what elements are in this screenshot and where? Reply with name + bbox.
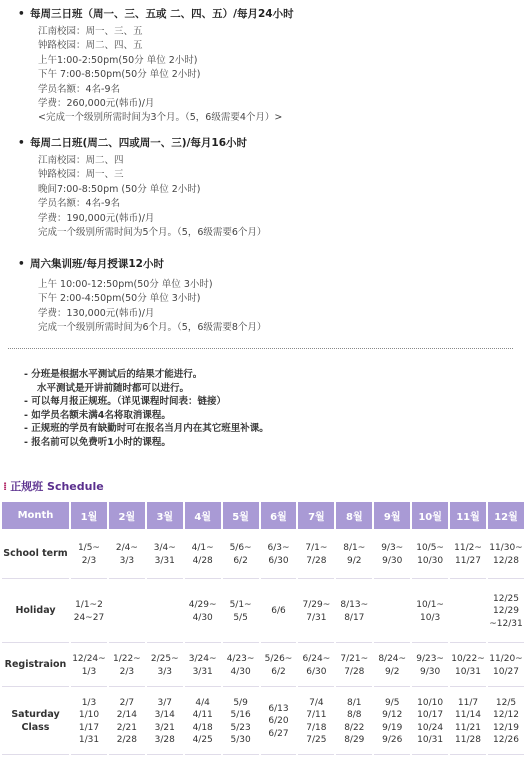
schedule-cell: 5/6~ 6/2 [223, 531, 259, 579]
schedule-cell: 11/7 11/14 11/21 11/28 [450, 689, 486, 755]
row-label: School term [2, 531, 69, 579]
schedule-cell: 6/6 [261, 581, 297, 643]
bullet-icon: • [18, 258, 25, 270]
schedule-cell: 1/1~2 24~27 [71, 581, 107, 643]
detail-line: 完成一个级别所需时间为5个月。（5，6级需要6个月） [38, 226, 267, 238]
schedule-cell: 10/22~ 10/31 [450, 645, 486, 687]
detail-line: 上午 10:00-12:50pm(50分 单位 3小时) [38, 279, 213, 290]
schedule-cell: 6/24~ 6/30 [298, 645, 334, 687]
header-cell-month: 9월 [374, 502, 410, 529]
row-label: Holiday [2, 581, 69, 643]
schedule-cell: 7/1~ 7/28 [298, 531, 334, 579]
course-details [38, 25, 518, 126]
detail-line: 晚间7:00-8:50pm (50分 单位 2小时) [38, 183, 201, 195]
schedule-cell: 4/23~ 4/30 [223, 645, 259, 687]
note-line: - 如学员名额未满4名将取消课程。 [24, 409, 171, 421]
schedule-cell: 1/3 1/10 1/17 1/31 [71, 689, 107, 755]
schedule-cell: 5/9 5/16 5/23 5/30 [223, 689, 259, 755]
schedule-cell: 5/1~ 5/5 [223, 581, 259, 643]
header-cell-month: Month [2, 502, 69, 529]
detail-line: 学费：260,000元(韩币)/月 [38, 97, 155, 109]
header-cell-month: 12월 [488, 502, 524, 529]
detail-line: 钟路校园：周二、四、五 [38, 40, 143, 52]
title-marker-icon: ⁞ [3, 480, 8, 493]
course-title [18, 6, 518, 22]
schedule-cell: 9/23~ 9/30 [412, 645, 448, 687]
schedule-cell: 2/7 2/14 2/21 2/28 [109, 689, 145, 755]
schedule-cell: 4/1~ 4/28 [185, 531, 221, 579]
detail-line: 下午 7:00-8:50pm(50分 单位 2小时) [38, 69, 201, 81]
course-details [38, 278, 518, 336]
schedule-cell: 1/5~ 2/3 [71, 531, 107, 579]
schedule-cell: 8/13~ 8/17 [336, 581, 372, 643]
row-label: Registraion [2, 645, 69, 687]
schedule-cell: 8/1~ 9/2 [336, 531, 372, 579]
detail-line: 学员名额：4名-9名 [38, 83, 121, 95]
header-cell-month: 2월 [109, 502, 145, 529]
detail-line: 下午 2:00-4:50pm(50分 单位 3小时) [38, 293, 201, 305]
note-line: - 可以每月报正规班。（详见课程时间表：链接） [24, 396, 227, 407]
schedule-cell: 1/22~ 2/3 [109, 645, 145, 687]
schedule-cell: 7/21~ 7/28 [336, 645, 372, 687]
schedule-cell: 11/30~ 12/28 [488, 531, 524, 579]
schedule-cell: 4/29~ 4/30 [185, 581, 221, 643]
course-title [18, 135, 518, 151]
course-two-day [18, 135, 518, 240]
schedule-cell: 11/2~ 11/27 [450, 531, 486, 579]
detail-line: 学员名额：4名-9名 [38, 198, 121, 210]
schedule-cell: 12/24~ 1/3 [71, 645, 107, 687]
detail-line: 钟路校园：周一、三 [38, 169, 124, 181]
schedule-cell [147, 581, 183, 643]
schedule-cell: 12/25 12/29 ~12/31 [488, 581, 524, 643]
header-cell-month: 3월 [147, 502, 183, 529]
schedule-cell: 6/3~ 6/30 [261, 531, 297, 579]
detail-line: 江南校园：周二、四 [38, 155, 124, 166]
schedule-cell [374, 581, 410, 643]
header-cell-month: 8월 [336, 502, 372, 529]
schedule-cell: 5/26~ 6/2 [261, 645, 297, 687]
schedule-table [0, 500, 526, 757]
detail-line: 完成一个级别所需时间为6个月。（5，6级需要8个月） [38, 322, 267, 334]
notes-list [24, 368, 269, 449]
schedule-cell: 9/5 9/12 9/19 9/26 [374, 689, 410, 755]
note-line: 水平测试是开讲前随时都可以进行。 [37, 382, 190, 394]
dotted-divider [8, 348, 513, 349]
schedule-cell: 4/4 4/11 4/18 4/25 [185, 689, 221, 755]
schedule-cell: 12/5 12/12 12/19 12/26 [488, 689, 524, 755]
schedule-cell: 9/3~ 9/30 [374, 531, 410, 579]
course-title-text: 周六集训班/每月授课12小时 [30, 258, 164, 270]
course-title-text: 每周二日班(周二、四或周一、三)/每月16小时 [30, 137, 248, 149]
header-cell-month: 1월 [71, 502, 107, 529]
table-row [2, 645, 524, 687]
schedule-cell: 3/7 3/14 3/21 3/28 [147, 689, 183, 755]
row-label: Saturday Class [2, 689, 69, 755]
course-saturday [18, 256, 518, 336]
schedule-cell: 2/4~ 3/3 [109, 531, 145, 579]
header-cell-month: 5월 [223, 502, 259, 529]
header-cell-month: 6월 [261, 502, 297, 529]
course-title-text: 每周三日班（周一、三、五或 二、四、五）/每月24小时 [30, 8, 294, 20]
table-row [2, 531, 524, 579]
schedule-cell: 3/4~ 3/31 [147, 531, 183, 579]
detail-line: 学费：130,000元(韩币)/月 [38, 307, 155, 319]
table-row [2, 581, 524, 643]
schedule-cell [109, 581, 145, 643]
header-cell-month: 4월 [185, 502, 221, 529]
detail-line: <完成一个级别所需时间为3个月。（5，6级需要4个月）> [38, 112, 283, 124]
note-line: - 报名前可以免费听1小时的课程。 [24, 436, 171, 448]
note-line: - 正规班的学员有缺勤时可在报名当月内在其它班里补课。 [24, 423, 269, 434]
schedule-cell: 6/13 6/20 6/27 [261, 689, 297, 755]
detail-line: 学费：190,000元(韩币)/月 [38, 212, 155, 224]
table-row [2, 689, 524, 755]
schedule-title-text: 正规班 Schedule [10, 480, 104, 493]
schedule-cell: 8/24~ 9/2 [374, 645, 410, 687]
schedule-cell: 10/10 10/17 10/24 10/31 [412, 689, 448, 755]
schedule-cell: 2/25~ 3/3 [147, 645, 183, 687]
bullet-icon: • [18, 8, 25, 20]
header-cell-month: 10월 [412, 502, 448, 529]
course-details [38, 154, 518, 240]
schedule-cell: 10/5~ 10/30 [412, 531, 448, 579]
schedule-header-row [2, 502, 524, 529]
detail-line: 上午1:00-2:50pm(50分 单位 2小时) [38, 54, 198, 66]
header-cell-month: 7월 [298, 502, 334, 529]
course-three-day [18, 6, 518, 126]
detail-line: 江南校园：周一、三、五 [38, 26, 143, 37]
bullet-icon: • [18, 137, 25, 149]
schedule-cell: 7/29~ 7/31 [298, 581, 334, 643]
schedule-title [3, 478, 104, 494]
schedule-body [2, 531, 524, 755]
note-line: - 分班是根据水平测试后的结果才能进行。 [24, 369, 203, 380]
schedule-cell [450, 581, 486, 643]
schedule-cell: 7/4 7/11 7/18 7/25 [298, 689, 334, 755]
schedule-cell: 10/1~ 10/3 [412, 581, 448, 643]
schedule-cell: 11/20~ 10/27 [488, 645, 524, 687]
course-title [18, 256, 518, 272]
schedule-cell: 8/1 8/8 8/22 8/29 [336, 689, 372, 755]
schedule-cell: 3/24~ 3/31 [185, 645, 221, 687]
header-cell-month: 11월 [450, 502, 486, 529]
